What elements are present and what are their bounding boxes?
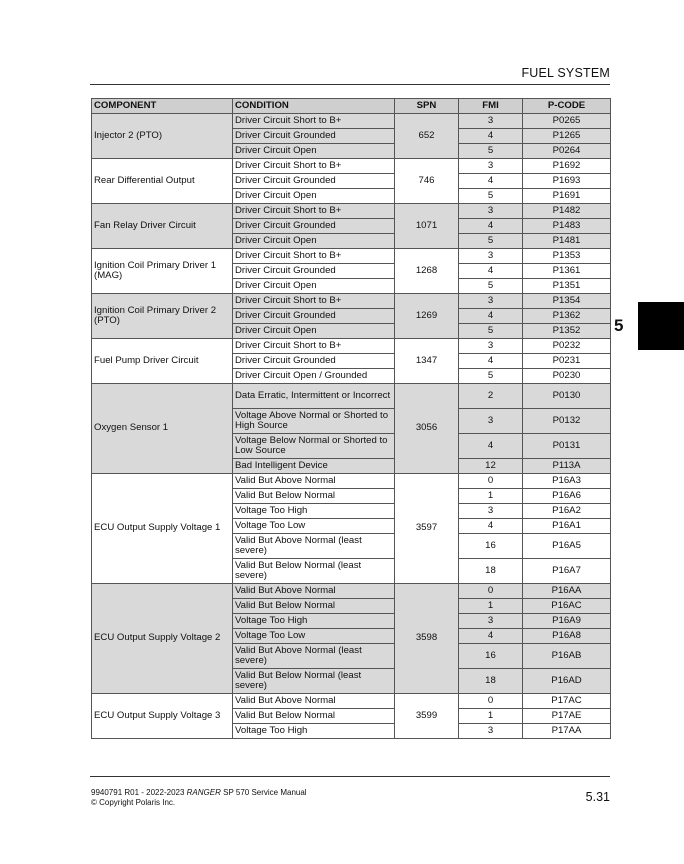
condition-cell: Voltage Below Normal or Shorted to Low Source bbox=[233, 434, 395, 459]
fmi-cell: 1 bbox=[459, 489, 523, 504]
fmi-cell: 0 bbox=[459, 694, 523, 709]
condition-cell: Driver Circuit Short to B+ bbox=[233, 249, 395, 264]
condition-cell: Driver Circuit Grounded bbox=[233, 129, 395, 144]
pcode-cell: P17AA bbox=[523, 724, 611, 739]
condition-cell: Driver Circuit Grounded bbox=[233, 309, 395, 324]
fmi-cell: 18 bbox=[459, 559, 523, 584]
condition-cell: Valid But Below Normal bbox=[233, 599, 395, 614]
fmi-cell: 2 bbox=[459, 384, 523, 409]
condition-cell: Valid But Below Normal (least severe) bbox=[233, 559, 395, 584]
component-cell: Ignition Coil Primary Driver 2 (PTO) bbox=[92, 294, 233, 339]
condition-cell: Driver Circuit Short to B+ bbox=[233, 114, 395, 129]
pcode-cell: P1482 bbox=[523, 204, 611, 219]
condition-cell: Voltage Too Low bbox=[233, 629, 395, 644]
pcode-cell: P1481 bbox=[523, 234, 611, 249]
table-row bbox=[92, 694, 611, 709]
component-cell: Oxygen Sensor 1 bbox=[92, 384, 233, 474]
table-row bbox=[92, 474, 611, 489]
condition-cell: Bad Intelligent Device bbox=[233, 459, 395, 474]
fmi-cell: 1 bbox=[459, 599, 523, 614]
fmi-cell: 4 bbox=[459, 354, 523, 369]
spn-cell: 3598 bbox=[395, 584, 459, 694]
pcode-cell: P0131 bbox=[523, 434, 611, 459]
condition-cell: Driver Circuit Short to B+ bbox=[233, 339, 395, 354]
spn-cell: 1268 bbox=[395, 249, 459, 294]
pcode-cell: P16A3 bbox=[523, 474, 611, 489]
condition-cell: Driver Circuit Open bbox=[233, 324, 395, 339]
fmi-cell: 3 bbox=[459, 409, 523, 434]
fmi-cell: 3 bbox=[459, 249, 523, 264]
diagnostic-code-table bbox=[91, 98, 611, 739]
pcode-cell: P1352 bbox=[523, 324, 611, 339]
pcode-cell: P0132 bbox=[523, 409, 611, 434]
pcode-cell: P16A8 bbox=[523, 629, 611, 644]
condition-cell: Driver Circuit Open bbox=[233, 144, 395, 159]
condition-cell: Driver Circuit Open / Grounded bbox=[233, 369, 395, 384]
column-header-condition: CONDITION bbox=[233, 99, 395, 114]
spn-cell: 3599 bbox=[395, 694, 459, 739]
table-row bbox=[92, 294, 611, 309]
column-header-component: COMPONENT bbox=[92, 99, 233, 114]
condition-cell: Data Erratic, Intermittent or Incorrect bbox=[233, 384, 395, 409]
condition-cell: Driver Circuit Open bbox=[233, 189, 395, 204]
fmi-cell: 18 bbox=[459, 669, 523, 694]
pcode-cell: P1692 bbox=[523, 159, 611, 174]
fmi-cell: 1 bbox=[459, 709, 523, 724]
table-row bbox=[92, 159, 611, 174]
condition-cell: Valid But Above Normal bbox=[233, 474, 395, 489]
fmi-cell: 5 bbox=[459, 189, 523, 204]
pcode-cell: P16AB bbox=[523, 644, 611, 669]
fmi-cell: 3 bbox=[459, 614, 523, 629]
component-cell: Rear Differential Output bbox=[92, 159, 233, 204]
fmi-cell: 12 bbox=[459, 459, 523, 474]
fmi-cell: 4 bbox=[459, 219, 523, 234]
pcode-cell: P16A1 bbox=[523, 519, 611, 534]
pcode-cell: P1691 bbox=[523, 189, 611, 204]
pcode-cell: P1351 bbox=[523, 279, 611, 294]
pcode-cell: P1483 bbox=[523, 219, 611, 234]
pcode-cell: P1693 bbox=[523, 174, 611, 189]
spn-cell: 746 bbox=[395, 159, 459, 204]
condition-cell: Valid But Above Normal bbox=[233, 694, 395, 709]
component-cell: ECU Output Supply Voltage 3 bbox=[92, 694, 233, 739]
spn-cell: 1269 bbox=[395, 294, 459, 339]
table-row bbox=[92, 339, 611, 354]
fmi-cell: 4 bbox=[459, 264, 523, 279]
pcode-cell: P16A2 bbox=[523, 504, 611, 519]
condition-cell: Voltage Above Normal or Shorted to High Source bbox=[233, 409, 395, 434]
footer-doc-number: 9940791 R01 - 2022-2023 bbox=[91, 788, 185, 797]
condition-cell: Voltage Too Low bbox=[233, 519, 395, 534]
fmi-cell: 4 bbox=[459, 629, 523, 644]
fmi-cell: 4 bbox=[459, 174, 523, 189]
component-cell: Fan Relay Driver Circuit bbox=[92, 204, 233, 249]
footer-manual-title: SP 570 Service Manual bbox=[223, 788, 307, 797]
pcode-cell: P17AC bbox=[523, 694, 611, 709]
table-row bbox=[92, 249, 611, 264]
fmi-cell: 3 bbox=[459, 294, 523, 309]
fmi-cell: 5 bbox=[459, 324, 523, 339]
table-body bbox=[92, 114, 611, 739]
fmi-cell: 5 bbox=[459, 144, 523, 159]
component-cell: ECU Output Supply Voltage 2 bbox=[92, 584, 233, 694]
pcode-cell: P0264 bbox=[523, 144, 611, 159]
fmi-cell: 0 bbox=[459, 474, 523, 489]
condition-cell: Valid But Below Normal bbox=[233, 709, 395, 724]
column-header-fmi: FMI bbox=[459, 99, 523, 114]
pcode-cell: P0230 bbox=[523, 369, 611, 384]
table-row bbox=[92, 204, 611, 219]
spn-cell: 1071 bbox=[395, 204, 459, 249]
footer-copyright: © Copyright Polaris Inc. bbox=[91, 797, 176, 807]
pcode-cell: P17AE bbox=[523, 709, 611, 724]
fmi-cell: 4 bbox=[459, 309, 523, 324]
pcode-cell: P16A7 bbox=[523, 559, 611, 584]
fmi-cell: 16 bbox=[459, 534, 523, 559]
condition-cell: Driver Circuit Grounded bbox=[233, 354, 395, 369]
spn-cell: 652 bbox=[395, 114, 459, 159]
table-header-row bbox=[92, 99, 611, 114]
condition-cell: Driver Circuit Grounded bbox=[233, 264, 395, 279]
condition-cell: Voltage Too High bbox=[233, 614, 395, 629]
pcode-cell: P1265 bbox=[523, 129, 611, 144]
spn-cell: 3056 bbox=[395, 384, 459, 474]
fmi-cell: 5 bbox=[459, 279, 523, 294]
pcode-cell: P16A9 bbox=[523, 614, 611, 629]
condition-cell: Driver Circuit Short to B+ bbox=[233, 159, 395, 174]
condition-cell: Valid But Above Normal (least severe) bbox=[233, 644, 395, 669]
fmi-cell: 3 bbox=[459, 504, 523, 519]
condition-cell: Driver Circuit Grounded bbox=[233, 219, 395, 234]
condition-cell: Driver Circuit Short to B+ bbox=[233, 204, 395, 219]
pcode-cell: P1362 bbox=[523, 309, 611, 324]
condition-cell: Driver Circuit Open bbox=[233, 234, 395, 249]
condition-cell: Valid But Above Normal (least severe) bbox=[233, 534, 395, 559]
pcode-cell: P0265 bbox=[523, 114, 611, 129]
spn-cell: 1347 bbox=[395, 339, 459, 384]
condition-cell: Voltage Too High bbox=[233, 724, 395, 739]
footer-rule bbox=[90, 776, 610, 777]
spn-cell: 3597 bbox=[395, 474, 459, 584]
footer-doc-info bbox=[91, 788, 307, 807]
table-row bbox=[92, 114, 611, 129]
component-cell: Injector 2 (PTO) bbox=[92, 114, 233, 159]
condition-cell: Driver Circuit Short to B+ bbox=[233, 294, 395, 309]
section-title: FUEL SYSTEM bbox=[521, 66, 610, 80]
table-row bbox=[92, 384, 611, 409]
pcode-cell: P1361 bbox=[523, 264, 611, 279]
fmi-cell: 4 bbox=[459, 434, 523, 459]
column-header-pcode: P-CODE bbox=[523, 99, 611, 114]
condition-cell: Valid But Above Normal bbox=[233, 584, 395, 599]
chapter-tab bbox=[638, 302, 684, 350]
condition-cell: Valid But Below Normal bbox=[233, 489, 395, 504]
pcode-cell: P0130 bbox=[523, 384, 611, 409]
header-rule bbox=[90, 84, 610, 85]
page-number: 5.31 bbox=[585, 790, 610, 804]
component-cell: Ignition Coil Primary Driver 1 (MAG) bbox=[92, 249, 233, 294]
fmi-cell: 5 bbox=[459, 369, 523, 384]
condition-cell: Driver Circuit Open bbox=[233, 279, 395, 294]
fmi-cell: 0 bbox=[459, 584, 523, 599]
condition-cell: Voltage Too High bbox=[233, 504, 395, 519]
pcode-cell: P113A bbox=[523, 459, 611, 474]
fmi-cell: 3 bbox=[459, 724, 523, 739]
footer-manual-line bbox=[91, 788, 307, 798]
pcode-cell: P0231 bbox=[523, 354, 611, 369]
condition-cell: Driver Circuit Grounded bbox=[233, 174, 395, 189]
pcode-cell: P1353 bbox=[523, 249, 611, 264]
fmi-cell: 5 bbox=[459, 234, 523, 249]
footer-model: RANGER bbox=[186, 788, 221, 797]
pcode-cell: P16A5 bbox=[523, 534, 611, 559]
pcode-cell: P16A6 bbox=[523, 489, 611, 504]
pcode-cell: P0232 bbox=[523, 339, 611, 354]
fmi-cell: 3 bbox=[459, 339, 523, 354]
column-header-spn: SPN bbox=[395, 99, 459, 114]
pcode-cell: P1354 bbox=[523, 294, 611, 309]
fmi-cell: 4 bbox=[459, 129, 523, 144]
fmi-cell: 3 bbox=[459, 114, 523, 129]
component-cell: Fuel Pump Driver Circuit bbox=[92, 339, 233, 384]
pcode-cell: P16AA bbox=[523, 584, 611, 599]
fmi-cell: 16 bbox=[459, 644, 523, 669]
chapter-tab-number: 5 bbox=[614, 316, 624, 335]
fmi-cell: 3 bbox=[459, 204, 523, 219]
fmi-cell: 3 bbox=[459, 159, 523, 174]
pcode-cell: P16AD bbox=[523, 669, 611, 694]
component-cell: ECU Output Supply Voltage 1 bbox=[92, 474, 233, 584]
condition-cell: Valid But Below Normal (least severe) bbox=[233, 669, 395, 694]
pcode-cell: P16AC bbox=[523, 599, 611, 614]
fmi-cell: 4 bbox=[459, 519, 523, 534]
table-row bbox=[92, 584, 611, 599]
